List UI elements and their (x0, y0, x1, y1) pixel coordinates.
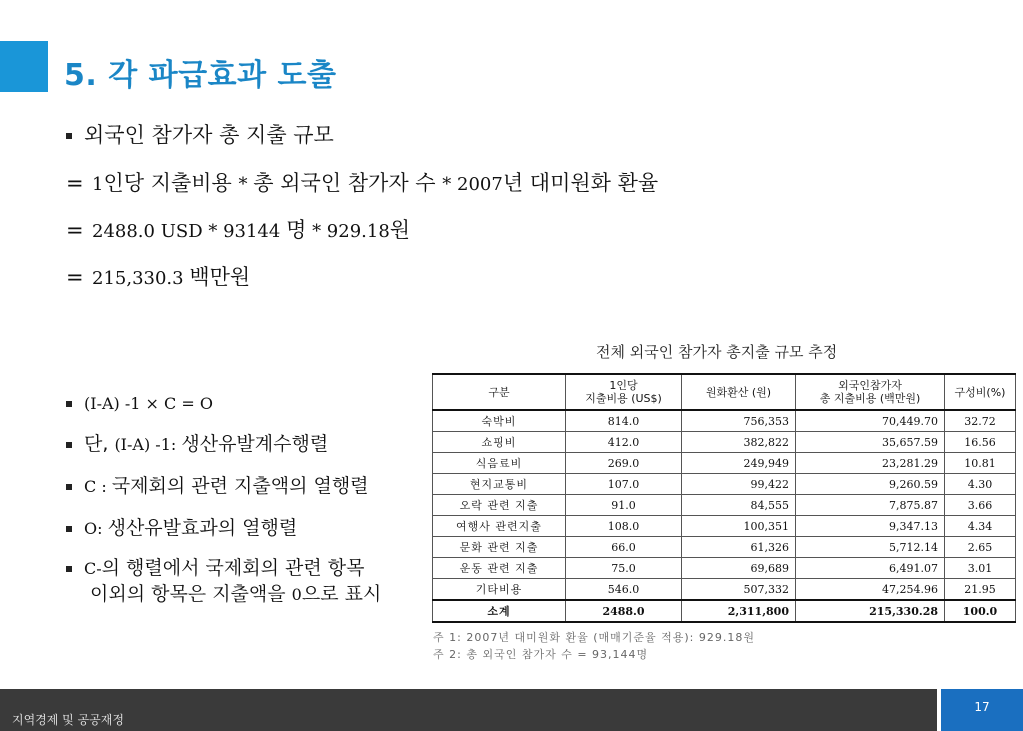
list-item (66, 429, 328, 456)
list-item-text: 생산유발계수행렬 (181, 433, 329, 455)
list-item-text: C : (84, 477, 112, 496)
row-label: 식음료비 (433, 453, 566, 474)
cell-total: 6,491.07 (796, 558, 945, 579)
cell-total: 9,260.59 (796, 474, 945, 495)
table-row (433, 579, 1016, 601)
cell-share: 16.56 (945, 432, 1016, 453)
formula-operator: * (238, 174, 254, 195)
list-item-text: 0 (291, 585, 302, 604)
table-note-2: 주 2: 총 외국인 참가자 수 = 93,144명 (433, 648, 649, 661)
cell-krw: 100,351 (682, 516, 796, 537)
cell-total: 215,330.28 (796, 600, 945, 622)
table-row (433, 410, 1016, 432)
row-label: 여행사 관련지출 (433, 516, 566, 537)
table-note-1: 주 1: 2007년 대미원화 환율 (매매기준율 적용): 929.18원 (433, 631, 755, 644)
equals-sign: = (66, 171, 84, 195)
cell-usd: 75.0 (566, 558, 682, 579)
list-item-text: 국제회의 관련 지출액의 열행렬 (111, 475, 369, 497)
formula-text: 년 대미원화 환율 (502, 171, 659, 195)
table-row (433, 537, 1016, 558)
column-header: 구분 (433, 374, 566, 410)
cell-krw: 99,422 (682, 474, 796, 495)
formula-number: 215,330.3 (92, 268, 190, 289)
cell-total: 7,875.87 (796, 495, 945, 516)
cell-krw: 756,353 (682, 410, 796, 432)
bullet-marker (66, 401, 72, 407)
table-row (433, 453, 1016, 474)
column-header-line: 지출비용 (US$) (585, 392, 662, 405)
list-item (66, 553, 364, 580)
list-item-text: 단, (84, 433, 115, 455)
formula-line-2 (66, 214, 410, 244)
formula-line-1 (66, 167, 658, 197)
formula-number: 1 (92, 174, 104, 195)
bullet-marker (66, 442, 72, 448)
table-row (433, 558, 1016, 579)
expenditure-table (432, 373, 1016, 623)
cell-total: 47,254.96 (796, 579, 945, 601)
column-header (796, 374, 945, 410)
list-item-text: (I-A) -1 × C = O (84, 394, 213, 413)
table-total-row (433, 600, 1016, 622)
main-bullet (66, 119, 334, 149)
list-item-text: (I-A) -1: (114, 435, 182, 454)
cell-share: 3.66 (945, 495, 1016, 516)
row-label: 오락 관련 지출 (433, 495, 566, 516)
cell-usd: 269.0 (566, 453, 682, 474)
bullet-marker (66, 484, 72, 490)
cell-krw: 249,949 (682, 453, 796, 474)
column-header-line: 외국인참가자 (838, 379, 902, 392)
list-item (66, 471, 369, 498)
table-header-row (433, 374, 1016, 410)
formula-number: * 2007 (442, 174, 503, 195)
list-item-text: 이외의 항목은 지출액을 (90, 583, 292, 605)
cell-share: 10.81 (945, 453, 1016, 474)
row-label: 기타비용 (433, 579, 566, 601)
formula-line-3 (66, 261, 250, 291)
main-bullet-text: 외국인 참가자 총 지출 규모 (84, 123, 334, 147)
table-row (433, 432, 1016, 453)
formula-text: 명 (286, 218, 307, 242)
equals-sign: = (66, 218, 84, 242)
footer-bar (0, 689, 937, 731)
row-label: 현지교통비 (433, 474, 566, 495)
row-label: 쇼핑비 (433, 432, 566, 453)
cell-krw: 61,326 (682, 537, 796, 558)
cell-krw: 2,311,800 (682, 600, 796, 622)
table-row (433, 474, 1016, 495)
table-caption: 전체 외국인 참가자 총지출 규모 추정 (596, 343, 838, 361)
title-accent-bar (0, 41, 48, 92)
formula-text: 총 외국인 참가자 수 (253, 171, 436, 195)
cell-usd: 108.0 (566, 516, 682, 537)
list-item-text: O: (84, 519, 108, 538)
cell-share: 100.0 (945, 600, 1016, 622)
page-number: 17 (974, 700, 990, 714)
cell-usd: 814.0 (566, 410, 682, 432)
list-item-text: 의 행렬에서 국제회의 관련 항목 (101, 557, 365, 579)
cell-krw: 84,555 (682, 495, 796, 516)
formula-number: * 929.18 (306, 221, 390, 242)
list-item-text: 생산유발효과의 열행렬 (107, 517, 298, 539)
cell-usd: 546.0 (566, 579, 682, 601)
bullet-marker (66, 133, 72, 139)
slide-title: 5. 각 파급효과 도출 (64, 58, 337, 93)
row-label: 소계 (433, 600, 566, 622)
cell-krw: 69,689 (682, 558, 796, 579)
cell-share: 2.65 (945, 537, 1016, 558)
cell-usd: 2488.0 (566, 600, 682, 622)
column-header: 구성비(%) (945, 374, 1016, 410)
cell-usd: 107.0 (566, 474, 682, 495)
column-header (566, 374, 682, 410)
cell-share: 3.01 (945, 558, 1016, 579)
row-label: 운동 관련 지출 (433, 558, 566, 579)
list-item-continuation (90, 579, 381, 606)
formula-text: 백만원 (189, 265, 251, 289)
cell-krw: 382,822 (682, 432, 796, 453)
cell-share: 4.30 (945, 474, 1016, 495)
formula-text: 인당 지출비용 (103, 171, 232, 195)
cell-total: 5,712.14 (796, 537, 945, 558)
cell-usd: 91.0 (566, 495, 682, 516)
formula-number: 2488.0 USD * 93144 (92, 221, 287, 242)
list-item-text: 으로 표시 (301, 583, 382, 605)
bullet-marker (66, 526, 72, 532)
cell-usd: 66.0 (566, 537, 682, 558)
table-row (433, 516, 1016, 537)
cell-share: 4.34 (945, 516, 1016, 537)
cell-total: 35,657.59 (796, 432, 945, 453)
formula-text: 원 (389, 218, 411, 242)
list-item (66, 513, 297, 540)
column-header-line: 총 지출비용 (백만원) (819, 392, 921, 405)
equals-sign: = (66, 265, 84, 289)
cell-usd: 412.0 (566, 432, 682, 453)
table-row (433, 495, 1016, 516)
cell-total: 70,449.70 (796, 410, 945, 432)
row-label: 숙박비 (433, 410, 566, 432)
list-item-text: C- (84, 559, 102, 578)
column-header-line: 1인당 (609, 379, 638, 392)
column-header: 원화환산 (원) (682, 374, 796, 410)
list-item (66, 392, 213, 414)
row-label: 문화 관련 지출 (433, 537, 566, 558)
cell-share: 21.95 (945, 579, 1016, 601)
footer-text: 지역경제 및 공공재정 (12, 713, 124, 727)
cell-krw: 507,332 (682, 579, 796, 601)
cell-share: 32.72 (945, 410, 1016, 432)
cell-total: 9,347.13 (796, 516, 945, 537)
bullet-marker (66, 566, 72, 572)
cell-total: 23,281.29 (796, 453, 945, 474)
